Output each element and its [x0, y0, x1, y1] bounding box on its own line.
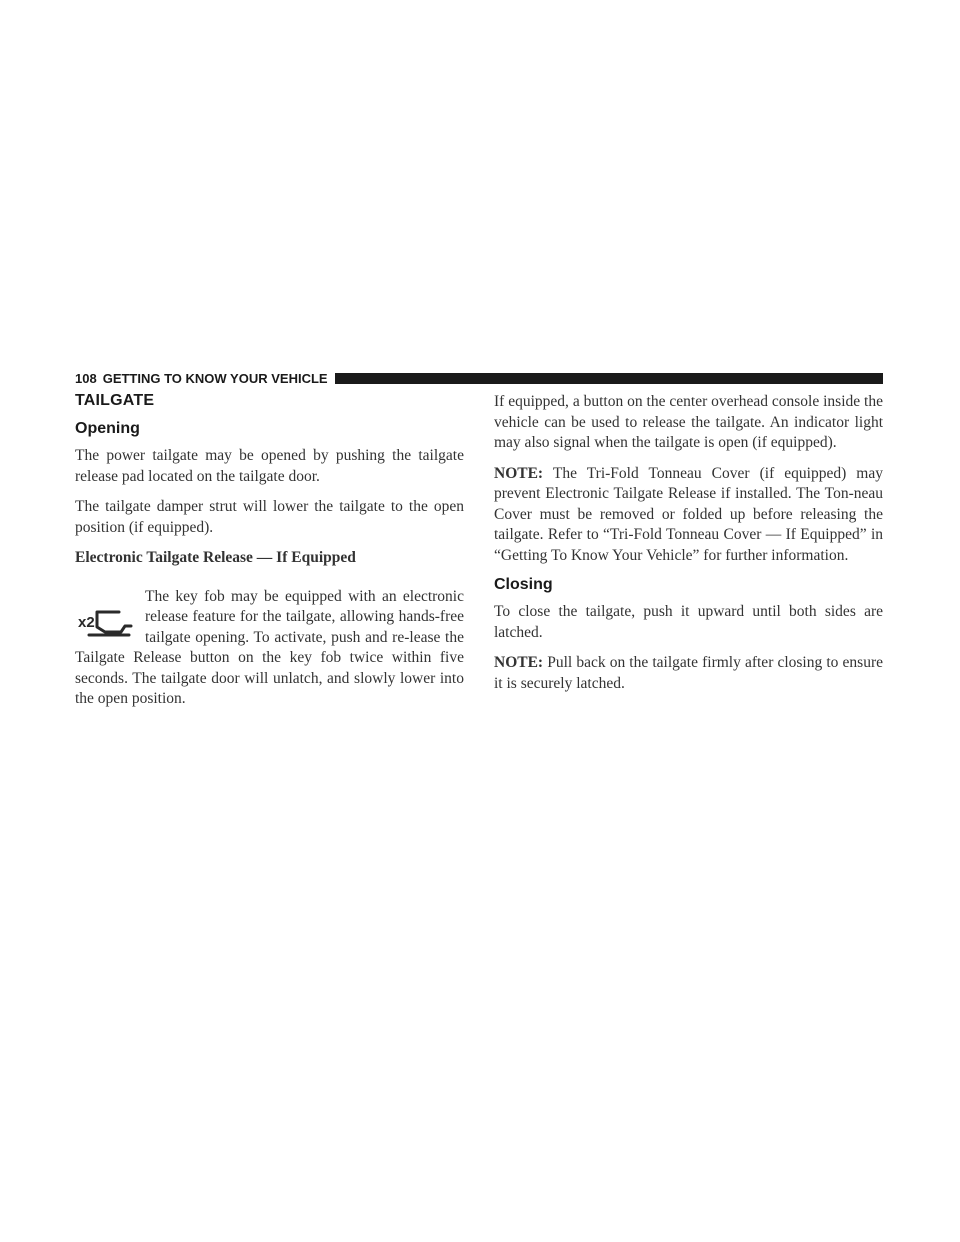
tailgate-heading: TAILGATE: [75, 392, 155, 409]
note-tonneau-paragraph: [494, 464, 883, 567]
electronic-release-paragraph: The key fob may be equipped with an electronic release feature for the tailgate, allowing hands-free tailgate opening. To activate, push and re-lease the Tailgate Release button on the key fob twice within five seconds. The tailgate door will unlatch, and slowly lower into the open position.: [75, 587, 464, 707]
left-column: [75, 392, 464, 720]
page-header: [75, 370, 883, 386]
note-text: The Tri-Fold Tonneau Cover (if equipped) may prevent Electronic Tailgate Release if installed. The Ton-neau Cover must be removed or folded up before releasing the tailgate. Refer to “Tri-Fold Tonneau Cover — If Equipped” in “Getting To Know Your Vehicle” for further information.: [494, 464, 883, 564]
section-title: GETTING TO KNOW YOUR VEHICLE: [102, 370, 328, 386]
note-closing-paragraph: [494, 653, 883, 694]
overhead-console-paragraph: If equipped, a button on the center overhead console inside the vehicle can be used to release the tailgate. An indicator light may also signal when the tailgate is open (if equipped).: [494, 393, 883, 451]
note-label: NOTE:: [494, 464, 544, 482]
note-text: Pull back on the tailgate firmly after closing to ensure it is securely latched.: [494, 654, 883, 692]
header-rule: [335, 373, 883, 384]
icon-x2-label: x2: [78, 613, 95, 631]
right-column: [494, 392, 883, 704]
opening-paragraph-1: The power tailgate may be opened by pushing the tailgate release pad located on the tailgate door.: [75, 447, 464, 485]
closing-subheading: Closing: [494, 576, 553, 593]
opening-subheading: Opening: [75, 420, 140, 437]
opening-paragraph-2: The tailgate damper strut will lower the tailgate to the open position (if equipped).: [75, 498, 464, 536]
tailgate-release-icon: [75, 601, 137, 641]
page-number: 108: [75, 370, 97, 386]
note-label: NOTE:: [494, 654, 544, 671]
electronic-release-heading: Electronic Tailgate Release — If Equipped: [75, 549, 356, 566]
closing-paragraph: To close the tailgate, push it upward until both sides are latched.: [494, 603, 883, 641]
